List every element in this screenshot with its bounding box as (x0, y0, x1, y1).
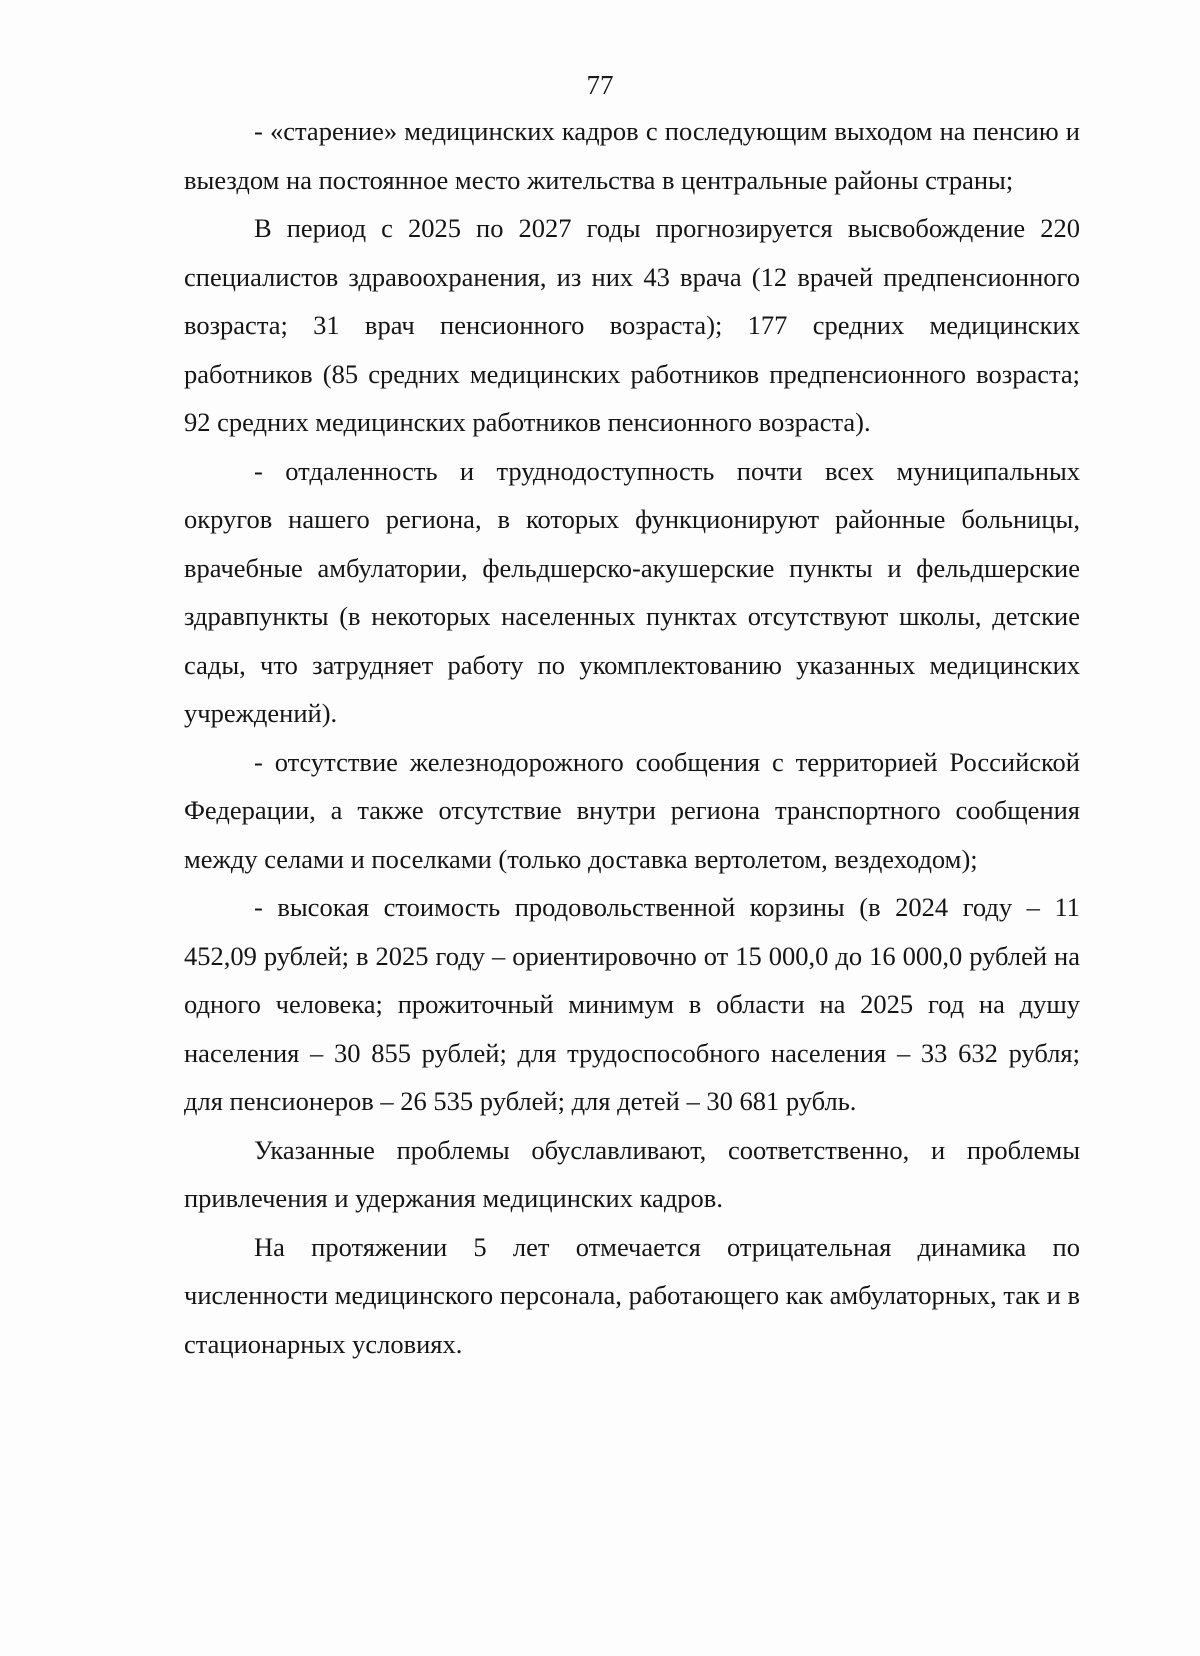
document-body (184, 107, 1080, 1368)
paragraph-food-basket-cost: - высокая стоимость продовольственной корзины (в 2024 году – 11 452,09 рублей; в 2025 году – ориентировочно от 15 000,0 до 16 000,0 рублей на одного человека; прожиточный минимум в области на 2025 год на душу населения – 30 855 рублей; для трудоспособного населения – 33 632 рубля; для пенсионеров – 26 535 рублей; для детей – 30 681 рубль. (184, 892, 1080, 1116)
paragraph-staff-retention: Указанные проблемы обуславливают, соответственно, и проблемы привлечения и удержания медицинских кадров. (184, 1134, 1080, 1213)
paragraph-negative-dynamics: На протяжении 5 лет отмечается отрицательная динамика по численности медицинского персонала, работающего как амбулаторных, так и в стационарных условиях. (184, 1231, 1080, 1359)
paragraph-no-railway: - отсутствие железнодорожного сообщения с территорией Российской Федерации, а также отсутствие внутри региона транспортного сообщения между селами и поселками (только доставка вертолетом, вездеходом); (184, 746, 1080, 874)
page-number: 77 (586, 70, 614, 100)
paragraph-aging-staff: - «старение» медицинских кадров с последующим выходом на пенсию и выездом на постоянное место жительства в центральные районы страны; (184, 116, 1080, 195)
paragraph-remoteness: - отдаленность и труднодоступность почти всех муниципальных округов нашего региона, в которых функционируют районные больницы, врачебные амбулатории, фельдшерско-акушерские пункты и фельдшерские здравпункты (в некоторых населенных пунктах отсутствуют школы, детские сады, что затрудняет работу по укомплектованию указанных медицинских учреждений). (184, 455, 1080, 728)
paragraph-forecast-release: В период с 2025 по 2027 годы прогнозируется высвобождение 220 специалистов здравоохранения, из них 43 врача (12 врачей предпенсионного возраста; 31 врач пенсионного возраста); 177 средних медицинских работников (85 средних медицинских работников предпенсионного возраста; 92 средних медицинских работников пенсионного возраста). (184, 213, 1080, 437)
